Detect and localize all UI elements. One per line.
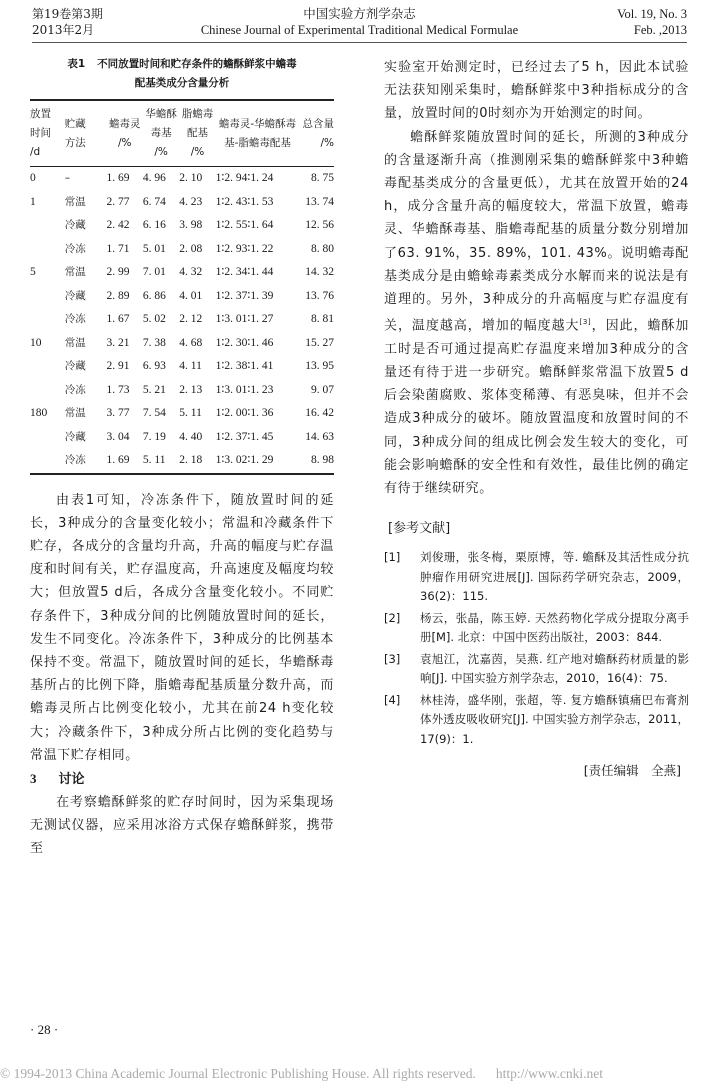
- paragraph-text: 蟾酥鲜浆随放置时间的延长，所测的3种成分的含量逐渐升高（推测刚采集的蟾酥鲜浆中3种蟾毒配基类成分的含量更低），尤其在放置开始的24 h，成分含量升高的幅度较大，常温下放置，蟾毒灵、华蟾酥毒基、脂蟾毒配基的质量分数分别增加了63. 91%，35. 89%，101. 43%。说明蟾毒配基类成分是由蟾蜍毒素类成分水解而来的说法是有道理的。另外，3种成分的升高幅度与贮存温度有关，温度越高，增加的幅度越大: [384, 129, 689, 334]
- reference-marker: [3]: [384, 651, 401, 666]
- cell-total: 8. 81: [311, 313, 334, 325]
- cell-cinobufagin: 6. 16: [142, 219, 166, 231]
- cell-resibufogenin: 2. 10: [179, 172, 203, 184]
- table-row: [30, 214, 334, 238]
- table-row: [30, 402, 334, 426]
- left-column: [30, 55, 334, 861]
- cell-bufalin: 1. 73: [106, 383, 130, 396]
- copyright-text: © 1994-2013 China Academic Journal Electronic Publishing House. All rights reserved.: [0, 1066, 476, 1081]
- table-row: [30, 332, 334, 356]
- discussion-paragraph-2: [384, 126, 689, 501]
- table-row: [30, 355, 334, 379]
- cell-bufalin: 1. 69: [106, 454, 130, 466]
- cell-ratio: 1∶2. 37∶1. 45: [215, 430, 274, 443]
- references-heading: [参考文献]: [388, 521, 451, 537]
- responsible-editor: [责任编辑 全燕]: [583, 763, 681, 779]
- cell-ratio: 1∶2. 94∶1. 24: [215, 172, 274, 184]
- reference-list: [384, 548, 689, 749]
- section-heading: [30, 767, 334, 791]
- cell-bufalin: 1. 71: [106, 242, 130, 255]
- copyright-footer: [0, 1066, 719, 1082]
- table-title-line1: 不同放置时间和贮存条件的蟾酥鲜浆中蟾毒: [97, 58, 297, 70]
- cell-resibufogenin: 4. 23: [179, 195, 203, 208]
- cell-cinobufagin: 5. 02: [142, 313, 166, 325]
- cell-method: 冷藏: [64, 360, 86, 372]
- table-row: [30, 261, 334, 285]
- cell-resibufogenin: 4. 01: [179, 289, 203, 302]
- col-header-resibufogenin: 脂蟾毒 配基 /%: [181, 108, 214, 158]
- cell-resibufogenin: 4. 32: [179, 266, 203, 278]
- cell-total: 14. 32: [305, 266, 334, 278]
- journal-title-cn: 中国实验方剂学杂志: [303, 6, 416, 21]
- volume-issue: 第19卷第3期: [32, 7, 103, 21]
- cell-total: 8. 80: [311, 242, 334, 255]
- cell-total: 13. 76: [305, 289, 334, 302]
- col-header-bufalin: 蟾毒灵 /%: [108, 117, 141, 149]
- reference-item: [4] 林桂涛，盛华刚，张超，等. 复方蟾酥镇痛巴布膏剂体外透皮吸收研究[J]. 中国实验方剂学杂志，2011，17(9)：1.: [384, 692, 689, 746]
- cell-method: 常温: [64, 266, 86, 278]
- journal-title: [32, 6, 687, 38]
- cell-ratio: 1∶2. 34∶1. 44: [215, 266, 274, 278]
- table-row: [30, 449, 334, 474]
- cell-resibufogenin: 2. 13: [179, 383, 203, 396]
- page-number: · 28 ·: [30, 1022, 59, 1037]
- cell-time: 10: [30, 336, 42, 349]
- reference-item: [3] 袁旭江，沈嘉茵，吴燕. 红产地对蟾酥药材质量的影响[J]. 中国实验方剂学杂志，2010，16(4)：75.: [384, 651, 689, 686]
- table-header-row: [30, 100, 334, 167]
- cell-ratio: 1∶2. 55∶1. 64: [215, 219, 274, 231]
- cell-bufalin: 1. 67: [106, 313, 130, 325]
- cell-ratio: 1∶2. 43∶1. 53: [215, 195, 274, 208]
- cell-time: 0: [30, 172, 36, 184]
- reference-marker: [2]: [384, 610, 401, 625]
- cell-bufalin: 2. 89: [106, 289, 130, 302]
- cell-method: 常温: [64, 407, 86, 419]
- issue-date-en: Feb. ,2013: [633, 23, 687, 37]
- cell-method: 冷藏: [64, 219, 86, 231]
- citation-link[interactable]: [3]: [579, 318, 592, 327]
- cell-cinobufagin: 6. 74: [142, 195, 166, 208]
- cell-time: [30, 308, 65, 332]
- cell-resibufogenin: 4. 68: [179, 336, 203, 349]
- data-table: [30, 99, 334, 475]
- cell-cinobufagin: 7. 01: [142, 266, 166, 278]
- reference-marker: [1]: [384, 550, 401, 565]
- cell-time: [30, 238, 65, 262]
- table-caption: [30, 55, 334, 93]
- cell-ratio: 1∶2. 30∶1. 46: [215, 336, 274, 349]
- cell-method: 冷藏: [64, 289, 86, 302]
- cell-bufalin: 2. 42: [106, 219, 130, 231]
- table-title-line2: 配基类成分含量分析: [134, 77, 230, 89]
- cell-total: 13. 95: [305, 360, 334, 372]
- results-paragraph: 由表1可知，冷冻条件下，随放置时间的延长，3种成分的含量变化较小；常温和冷藏条件下贮存，各成分的含量均升高，升高的幅度与贮存温度和时间有关，贮存温度高，升高速度及幅度均较大；但放置5 d后，各成分含量变化较小。不同贮存条件下，3种成分间的比例随放置时间的延长，发生不同变化。冷冻条件下，3种成分的比例基本保持不变。常温下，随放置时间的延长，华蟾酥毒基所占的比例下降，脂蟾毒配基质量分数升高，而蟾毒灵所占比例变化较小，尤其在前24 h变化较大；冷藏条件下，3种成分所占比例的变化趋势与常温下贮存相同。: [30, 492, 334, 763]
- cell-total: 9. 07: [311, 383, 334, 396]
- reference-marker: [4]: [384, 692, 401, 707]
- section-title: 讨论: [58, 771, 85, 787]
- cell-ratio: 1∶3. 02∶1. 29: [215, 454, 274, 466]
- cell-cinobufagin: 5. 21: [142, 383, 166, 396]
- cell-bufalin: 2. 99: [106, 266, 130, 278]
- col-header-method: 贮藏 方法: [64, 117, 86, 149]
- journal-title-en: Chinese Journal of Experimental Traditional Medical Formulae: [200, 23, 519, 37]
- table-row: [30, 379, 334, 403]
- cell-resibufogenin: 4. 11: [179, 360, 202, 372]
- cell-ratio: 1∶2. 37∶1. 39: [215, 289, 274, 302]
- cell-resibufogenin: 2. 18: [179, 454, 203, 466]
- discussion-paragraph: 在考察蟾酥鲜浆的贮存时间时，因为采集现场无测试仪器，应采用冰浴方式保存蟾酥鲜浆，携带至: [30, 794, 334, 857]
- table-row: [30, 426, 334, 450]
- cell-total: 16. 42: [305, 407, 334, 419]
- table-row: [30, 167, 334, 191]
- cell-ratio: 1∶3. 01∶1. 23: [215, 383, 274, 396]
- cell-time: 1: [30, 195, 36, 208]
- header-rule: [32, 42, 687, 43]
- cell-ratio: 1∶2. 38∶1. 41: [215, 360, 274, 372]
- cell-total: 14. 63: [305, 430, 334, 443]
- table-row: [30, 238, 334, 262]
- cell-cinobufagin: 7. 38: [142, 336, 166, 349]
- cell-ratio: 1∶3. 01∶1. 27: [215, 313, 274, 325]
- cell-time: [30, 426, 65, 450]
- cell-cinobufagin: 5. 11: [142, 454, 166, 466]
- cell-method: –: [64, 172, 70, 184]
- cell-total: 13. 74: [305, 195, 334, 208]
- cell-method: 常温: [64, 336, 86, 349]
- cell-resibufogenin: 2. 08: [179, 242, 203, 255]
- col-header-total: 总含量 /%: [302, 117, 334, 149]
- cell-cinobufagin: 6. 93: [142, 360, 166, 372]
- cell-bufalin: 1. 69: [106, 172, 130, 184]
- cell-ratio: 1∶2. 93∶1. 22: [215, 242, 274, 255]
- cell-resibufogenin: 3. 98: [179, 219, 203, 231]
- cell-time: [30, 449, 65, 474]
- reference-item: [1] 刘俊珊，张冬梅，栗原博，等. 蟾酥及其活性成分抗肿瘤作用研究进展[J]. 国际药学研究杂志，2009，36(2)：115.: [384, 550, 689, 604]
- cell-bufalin: 3. 77: [106, 407, 130, 419]
- cell-resibufogenin: 2. 12: [179, 313, 203, 325]
- cell-method: 冷冻: [64, 383, 86, 396]
- cell-time: [30, 285, 65, 309]
- col-header-cinobufagin: 华蟾酥 毒基 /%: [145, 108, 177, 158]
- cell-time: [30, 355, 65, 379]
- cell-bufalin: 2. 77: [106, 195, 130, 208]
- table-row: [30, 308, 334, 332]
- cnki-link[interactable]: http://www.cnki.net: [495, 1066, 604, 1081]
- cell-method: 冷藏: [64, 430, 86, 443]
- cell-total: 12. 56: [305, 219, 334, 231]
- col-header-time: 放置 时间 /d: [30, 108, 51, 158]
- table-row: [30, 191, 334, 215]
- issue-info-en: [617, 6, 687, 38]
- cell-cinobufagin: 7. 19: [142, 430, 166, 443]
- cell-method: 冷冻: [64, 454, 86, 466]
- cell-cinobufagin: 7. 54: [142, 407, 166, 419]
- col-header-ratio: 蟾毒灵-华蟾酥毒 基-脂蟾毒配基: [218, 117, 297, 149]
- cell-cinobufagin: 5. 01: [142, 242, 166, 255]
- cell-ratio: 1∶2. 00∶1. 36: [215, 407, 274, 419]
- cell-total: 8. 98: [311, 454, 334, 466]
- cell-resibufogenin: 5. 11: [179, 407, 202, 419]
- cell-total: 15. 27: [305, 336, 334, 349]
- section-number: 3: [30, 770, 37, 786]
- discussion-continued: 实验室开始测定时，已经过去了5 h，因此本试验无法获知刚采集时，蟾酥鲜浆中3种指标成分的含量，放置时间的0时刻亦为开始测定的时间。: [384, 60, 689, 122]
- paragraph-text-end: ，因此，蟾酥加工时是否可通过提高贮存温度来增加3种成分的含量还有待于进一步研究。蟾酥鲜浆常温下放置5 d后会染菌腐败、浆体变稀薄、有恶臭味，但并不会造成3种成分的破坏。随放置温度和放置时间的不同，3种成分间的组成比例会发生较大的变化，可能会影响蟾酥的安全性和有效性，最佳比例的确定有待于继续研究。: [384, 318, 689, 496]
- cell-time: 5: [30, 266, 36, 278]
- cell-method: 冷冻: [64, 242, 86, 255]
- table-row: [30, 285, 334, 309]
- cell-time: [30, 379, 65, 403]
- table-number: 表1: [67, 58, 86, 70]
- cell-time: 180: [30, 407, 48, 419]
- cell-bufalin: 2. 91: [106, 360, 130, 372]
- volume-issue-en: Vol. 19, No. 3: [617, 7, 687, 21]
- issue-date: 2013年2月: [32, 23, 95, 37]
- cell-time: [30, 214, 65, 238]
- cell-bufalin: 3. 04: [106, 430, 130, 443]
- cell-method: 冷冻: [64, 313, 86, 325]
- reference-item: [2] 杨云，张晶，陈玉婷. 天然药物化学成分提取分离手册[M]. 北京：中国中医药出版社，2003：844.: [384, 610, 689, 645]
- cell-bufalin: 3. 21: [106, 336, 130, 349]
- cell-total: 8. 75: [311, 172, 334, 184]
- cell-method: 常温: [64, 195, 86, 208]
- cell-resibufogenin: 4. 40: [179, 430, 203, 443]
- right-column: [384, 56, 689, 779]
- cell-cinobufagin: 6. 86: [142, 289, 166, 302]
- cell-cinobufagin: 4. 96: [142, 172, 166, 184]
